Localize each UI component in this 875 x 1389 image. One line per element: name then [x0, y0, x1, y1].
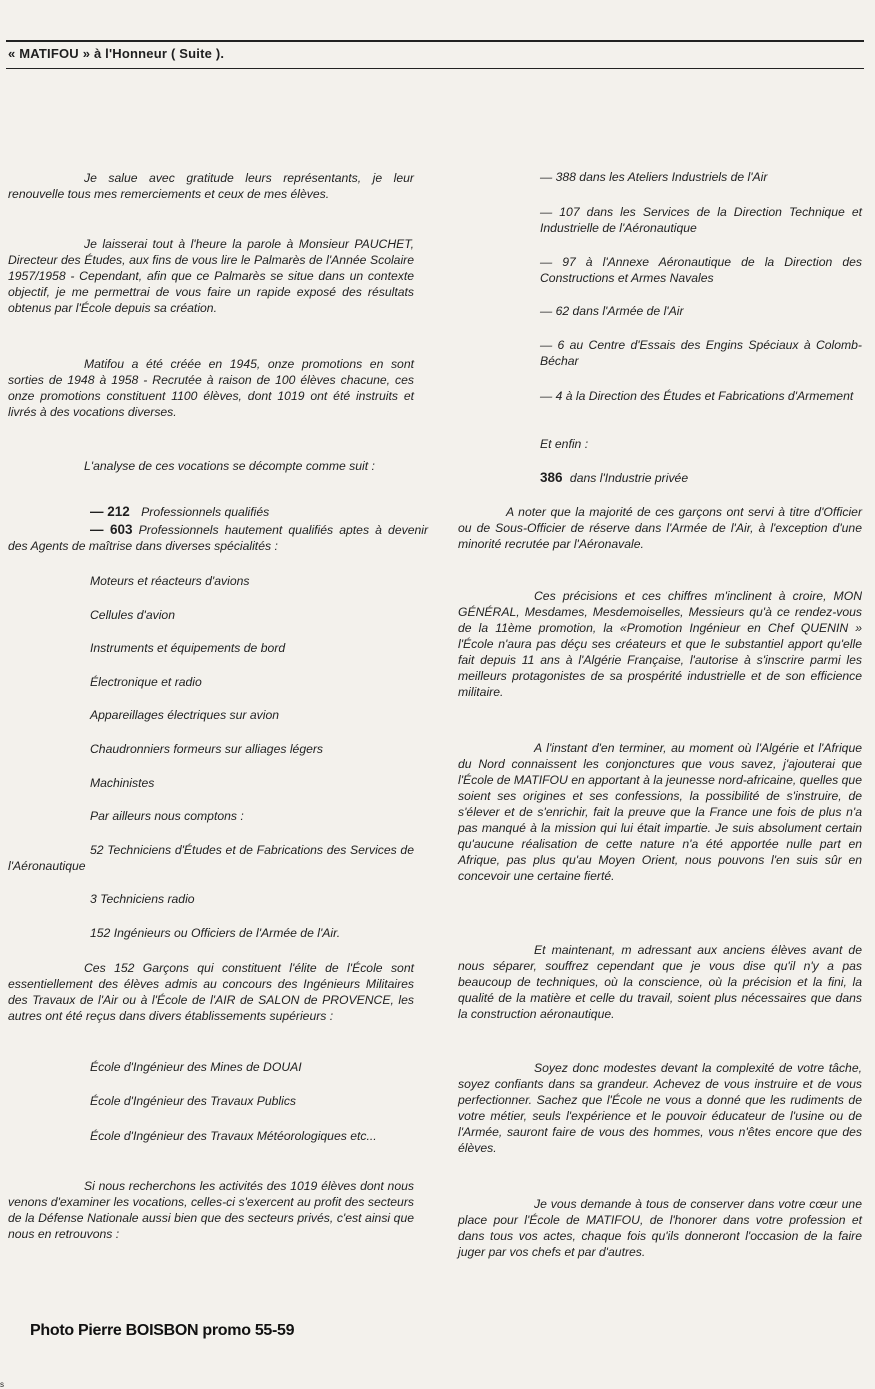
header-rule — [6, 68, 864, 69]
specialite-item: Instruments et équipements de bord — [90, 641, 286, 655]
specialite-item: Appareillages électriques sur avion — [90, 708, 280, 722]
et-enfin: Et enfin : — [540, 437, 589, 451]
ingenieurs-officiers: 152 Ingénieurs ou Officiers de l'Armée de l'Air. — [90, 926, 341, 940]
sector-item: — 6 au Centre d'Essais des Engins Spéciaux à Colomb-Béchar — [540, 338, 862, 368]
label-212: Professionnels qualifiés — [141, 505, 270, 519]
count-212: — 212 — [90, 504, 130, 519]
techniciens-radio: 3 Techniciens radio — [90, 892, 195, 906]
left-paragraph-3: Matifou a été créée en 1945, onze promotions en sont sorties de 1948 à 1958 - Recrutée à raison de 100 élèves chacune, ces onze promotions constituent 1100 élèves, dont 1019 ont été instruits et livrés à des vocations diverses. — [8, 357, 414, 419]
count-386: 386 — [540, 470, 563, 485]
ecole-item: École d'Ingénieur des Travaux Publics — [90, 1094, 297, 1108]
left-paragraph-1: Je salue avec gratitude leurs représentants, je leur renouvelle tous mes remerciements et ceux de mes élèves. — [8, 171, 414, 201]
label-603: Professionnels hautement qualifiés aptes à devenir des Agents de maîtrise dans diverses spécialités : — [8, 523, 429, 553]
right-paragraph-1: A noter que la majorité de ces garçons ont servi à titre d'Officier ou de Sous-Officier de réserve dans l'Armée de l'Air, à l'exception d'une minorité recrutée par l'Aéronavale. — [458, 505, 862, 551]
corner-mark: s — [0, 1380, 4, 1389]
specialite-item: Par ailleurs nous comptons : — [90, 809, 244, 823]
techniciens-etudes: 52 Techniciens d'Études et de Fabrications des Services de l'Aéronautique — [8, 843, 414, 873]
count-212-row — [90, 504, 269, 519]
sector-item: — 97 à l'Annexe Aéronautique de la Direction des Constructions et Armes Navales — [540, 255, 862, 285]
right-paragraph-2: Ces précisions et ces chiffres m'inclinent à croire, MON GÉNÉRAL, Mesdames, Mesdemoiselles, Messieurs qu'à ce rendez-vous de la 11ème promotion, la «Promotion Ingénieur en Chef QUENIN » l'École n'aura pas déçu ses créateurs et que le substantiel apport qu'elle fait depuis 11 ans à l'Algérie Française, l'autorise à s'inscrire parmi les meilleurs protagonistes de sa prospérité industrielle et de son efficience militaire. — [458, 589, 862, 699]
specialite-item: Électronique et radio — [90, 675, 202, 689]
right-paragraph-5: Soyez donc modestes devant la complexité de votre tâche, soyez confiants dans sa grandeur. Achevez de vous instruire et de vous perfectionner. Sachez que l'École ne vous a donné que les rudiments de votre métier, seuls l'expérience et le pouvoir éducateur de l'usine ou de l'Armée, sauront faire de vous des hommes, vous n'êtes encore que des élèves. — [458, 1061, 862, 1155]
specialite-item: Machinistes — [90, 776, 155, 790]
label-386: dans l'Industrie privée — [569, 471, 689, 485]
right-paragraph-3: A l'instant d'en terminer, au moment où l'Algérie et l'Afrique du Nord connaissent les conjonctures que vous savez, j'ajouterai que l'École de MATIFOU en apportant à la jeunesse nord-africaine, quelles que soient ses origines et ses confessions, la possibilité de s'instruire, de s'élever et de s'enrichir, fait la preuve que la France une fois de plus n'a pas manqué à la mission qui lui était impartie. Je suis absolument certain qu'aucune réalisation de cette nature n'a été apportée nulle part en Afrique, pas plus qu'au Moyen Orient, nous pouvons l'en suis sûr en concevoir une certaine fierté. — [458, 741, 862, 883]
top-rule — [6, 40, 864, 42]
count-386-row — [540, 470, 688, 485]
specialite-item: Moteurs et réacteurs d'avions — [90, 574, 250, 588]
left-paragraph-152: Ces 152 Garçons qui constituent l'élite de l'École sont essentiellement des élèves admis au concours des Ingénieurs Militaires des Travaux de l'Air ou à l'École de l'AIR de SALON de PROVENCE, les autres ont été reçus dans divers établissements supérieurs : — [8, 961, 414, 1023]
left-paragraph-2: Je laisserai tout à l'heure la parole à Monsieur PAUCHET, Directeur des Études, aux fins de vous lire le Palmarès de l'Année Scolaire 1957/1958 - Cependant, afin que ce Palmarès se situe dans un contexte objectif, je me permettrai de vous faire un rapide exposé des résultats obtenus par l'École depuis sa création. — [8, 237, 414, 315]
sector-item: — 388 dans les Ateliers Industriels de l'Air — [540, 170, 768, 184]
ecole-item: École d'Ingénieur des Travaux Météorologiques etc... — [90, 1129, 377, 1143]
left-paragraph-last: Si nous recherchons les activités des 1019 élèves dont nous venons d'examiner les vocations, celles-ci s'exercent au profit des secteurs de la Défense Nationale aussi bien que des secteurs privés, c'est ainsi que nous en retrouvons : — [8, 1179, 414, 1241]
sector-item: — 62 dans l'Armée de l'Air — [540, 304, 684, 318]
specialite-item: Chaudronniers formeurs sur alliages légers — [90, 742, 324, 756]
photo-caption: Photo Pierre BOISBON promo 55-59 — [30, 1322, 295, 1339]
right-paragraph-4: Et maintenant, m adressant aux anciens élèves avant de nous séparer, souffrez cependant que je vous dise qu'il n'y a pas beaucoup de techniques, où la conscience, où la précision et la fini, la qualité de la matière et celle du travail, soient plus nécessaires que dans la construction aéronautique. — [458, 943, 862, 1021]
count-603-row — [8, 522, 428, 554]
sector-item: — 107 dans les Services de la Direction Technique et Industrielle de l'Aéronautique — [540, 205, 862, 235]
page-header: « MATIFOU » à l'Honneur ( Suite ). — [8, 46, 225, 61]
sector-item: — 4 à la Direction des Études et Fabrications d'Armement — [540, 389, 854, 403]
ecole-item: École d'Ingénieur des Mines de DOUAI — [90, 1060, 302, 1074]
left-paragraph-4: L'analyse de ces vocations se décompte comme suit : — [84, 459, 375, 473]
right-paragraph-6: Je vous demande à tous de conserver dans votre cœur une place pour l'École de MATIFOU, de l'honorer dans votre profession et dans tous vos actes, chaque fois qu'ils donneront l'occasion de la faire juger par vos chefs et par d'autres. — [458, 1197, 862, 1259]
specialite-item: Cellules d'avion — [90, 608, 175, 622]
count-603: — 603 — [90, 522, 133, 537]
